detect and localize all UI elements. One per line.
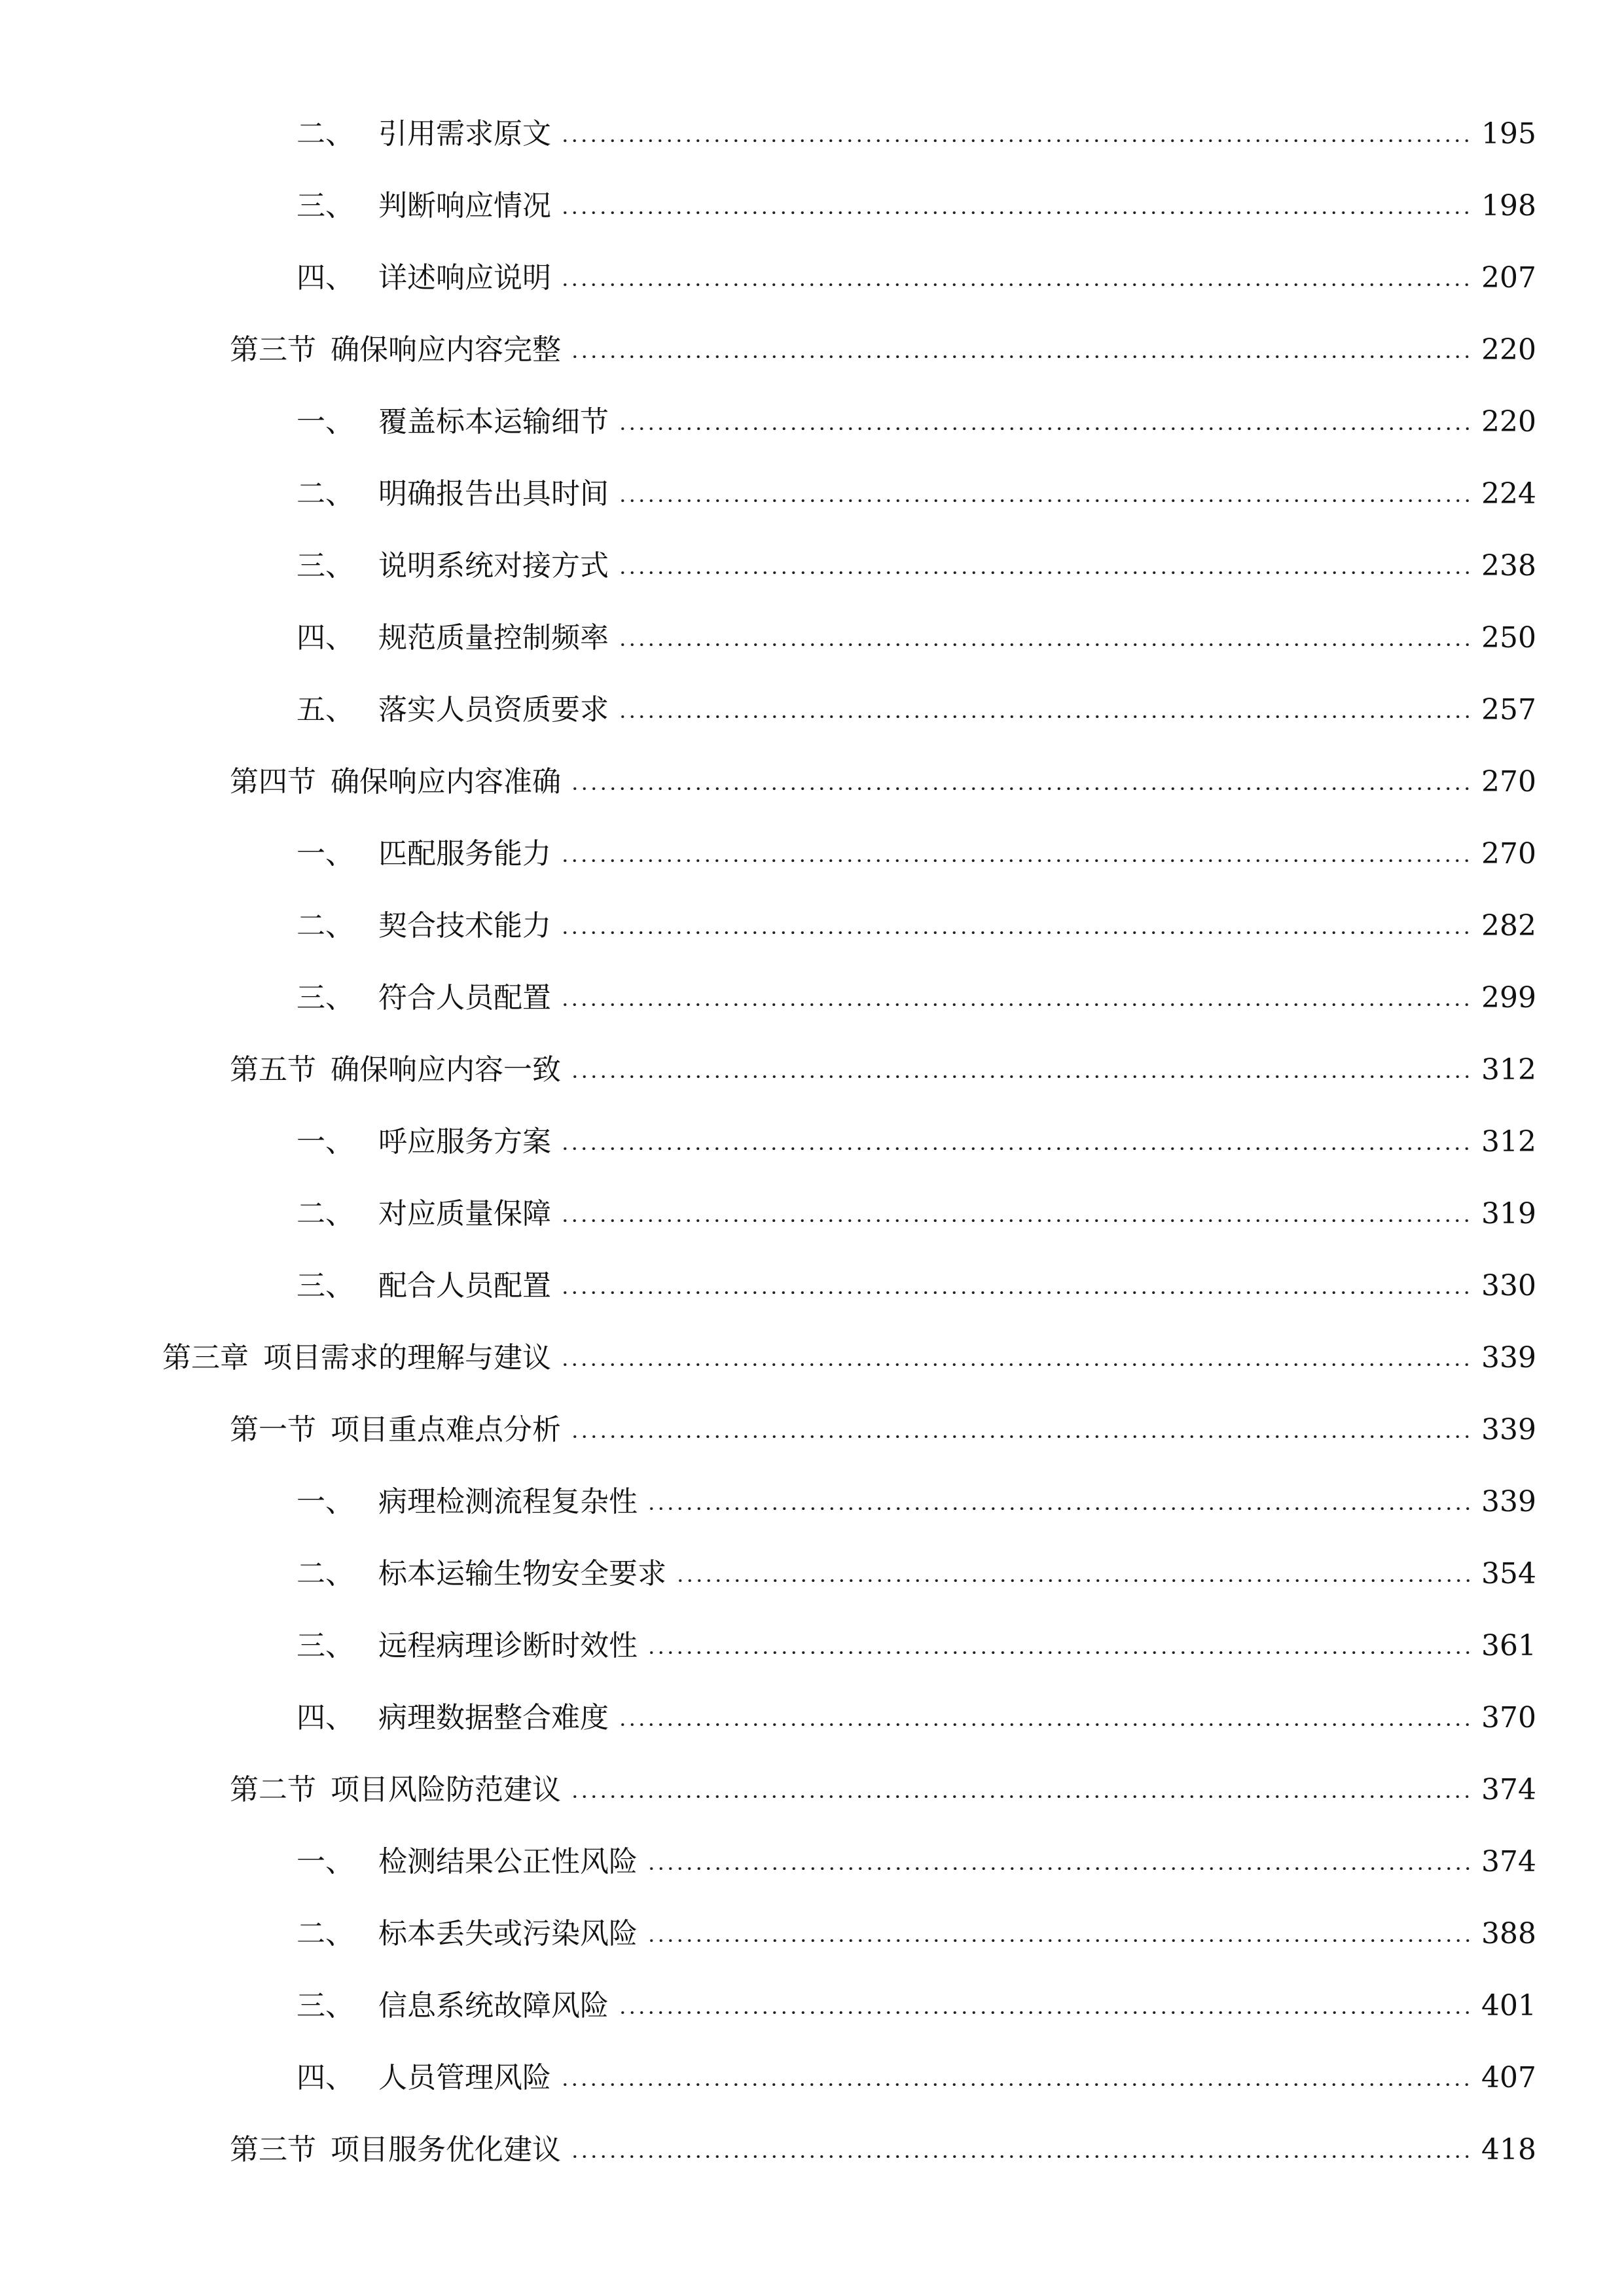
toc-entry-number: 三、 xyxy=(297,1989,354,2022)
toc-page-number: 339 xyxy=(1481,1413,1536,1446)
toc-page-number: 319 xyxy=(1481,1197,1536,1230)
toc-page-number: 257 xyxy=(1481,693,1536,726)
toc-entry-title: 项目重点难点分析 xyxy=(331,1413,561,1446)
toc-entry-label xyxy=(297,1701,609,1734)
toc-page-number: 198 xyxy=(1481,189,1536,223)
toc-entry-title: 明确报告出具时间 xyxy=(378,477,609,511)
toc-page-number: 270 xyxy=(1481,765,1536,798)
toc-entry[interactable] xyxy=(0,818,1624,890)
toc-entry-number: 第四节 xyxy=(230,765,316,798)
toc-entry-title: 契合技术能力 xyxy=(378,909,551,942)
toc-entry-label xyxy=(297,1845,638,1878)
toc-entry-number: 第三节 xyxy=(230,333,316,367)
toc-entry[interactable] xyxy=(0,1754,1624,1826)
toc-entry[interactable] xyxy=(0,1466,1624,1538)
toc-entry-title: 项目需求的理解与建议 xyxy=(263,1341,551,1374)
toc-entry-label xyxy=(297,1557,666,1590)
toc-entry[interactable] xyxy=(0,890,1624,962)
toc-entry-number: 一、 xyxy=(297,405,354,439)
toc-entry[interactable] xyxy=(0,1898,1624,1970)
dot-leader xyxy=(570,1075,1472,1078)
toc-page-number: 207 xyxy=(1481,261,1536,295)
dot-leader xyxy=(647,1939,1472,1942)
toc-entry-label xyxy=(297,477,609,511)
toc-entry-number: 第五节 xyxy=(230,1053,316,1086)
dot-leader xyxy=(560,1363,1472,1366)
toc-entry-label xyxy=(297,1989,609,2022)
toc-entry-title: 判断响应情况 xyxy=(378,189,551,223)
toc-entry-title: 配合人员配置 xyxy=(378,1269,551,1302)
dot-leader xyxy=(560,859,1472,862)
toc-page-number: 195 xyxy=(1481,117,1536,151)
toc-entry-number: 四、 xyxy=(297,261,354,295)
toc-entry-label xyxy=(297,1629,638,1662)
toc-entry-title: 标本丢失或污染风险 xyxy=(378,1917,638,1950)
toc-entry-number: 四、 xyxy=(297,1701,354,1734)
toc-page-number: 282 xyxy=(1481,909,1536,942)
toc-entry-label xyxy=(230,333,561,367)
toc-entry-number: 五、 xyxy=(297,693,354,726)
toc-entry-title: 确保响应内容完整 xyxy=(331,333,561,367)
toc-entry-number: 二、 xyxy=(297,1917,354,1950)
toc-entry-label xyxy=(297,117,551,151)
dot-leader xyxy=(560,1003,1472,1006)
toc-entry-title: 引用需求原文 xyxy=(378,117,551,151)
dot-leader xyxy=(560,211,1472,214)
toc-entry-number: 四、 xyxy=(297,621,354,655)
toc-entry[interactable] xyxy=(0,746,1624,818)
toc-entry[interactable] xyxy=(0,1322,1624,1394)
dot-leader xyxy=(618,571,1472,574)
toc-entry-label xyxy=(297,1269,551,1302)
toc-entry-label xyxy=(297,909,551,942)
toc-entry-label xyxy=(297,261,551,295)
toc-page-number: 339 xyxy=(1481,1341,1536,1374)
toc-entry-label xyxy=(297,1197,551,1230)
dot-leader xyxy=(570,2155,1472,2158)
toc-entry[interactable] xyxy=(0,98,1624,170)
toc-entry-number: 一、 xyxy=(297,1845,354,1878)
dot-leader xyxy=(570,1435,1472,1438)
toc-entry[interactable] xyxy=(0,1826,1624,1898)
dot-leader xyxy=(618,2011,1472,2014)
dot-leader xyxy=(618,715,1472,718)
dot-leader xyxy=(560,1147,1472,1150)
toc-entry-title: 项目服务优化建议 xyxy=(331,2133,561,2166)
toc-entry-title: 落实人员资质要求 xyxy=(378,693,609,726)
toc-entry-label xyxy=(297,693,609,726)
toc-page-number: 270 xyxy=(1481,837,1536,870)
toc-entry-label xyxy=(297,837,551,870)
toc-entry-title: 项目风险防范建议 xyxy=(331,1773,561,1806)
toc-page-number: 388 xyxy=(1481,1917,1536,1950)
toc-page-number: 374 xyxy=(1481,1773,1536,1806)
dot-leader xyxy=(560,2083,1472,2086)
toc-entry-label xyxy=(297,189,551,223)
toc-entry[interactable] xyxy=(0,530,1624,602)
toc-page-number: 407 xyxy=(1481,2061,1536,2094)
toc-page-number: 312 xyxy=(1481,1125,1536,1158)
toc-entry-title: 标本运输生物安全要求 xyxy=(378,1557,666,1590)
toc-entry[interactable] xyxy=(0,1106,1624,1178)
toc-entry-label xyxy=(297,1917,638,1950)
toc-entry-label xyxy=(297,981,551,1014)
toc-entry-label xyxy=(230,765,561,798)
toc-page-number: 224 xyxy=(1481,477,1536,511)
toc-entry-number: 四、 xyxy=(297,2061,354,2094)
dot-leader xyxy=(618,1723,1472,1726)
dot-leader xyxy=(570,1795,1472,1798)
toc-page-number: 220 xyxy=(1481,333,1536,367)
dot-leader xyxy=(570,787,1472,790)
toc-entry-title: 覆盖标本运输细节 xyxy=(378,405,609,439)
toc-entry-number: 三、 xyxy=(297,1629,354,1662)
toc-entry[interactable] xyxy=(0,1682,1624,1754)
dot-leader xyxy=(618,499,1472,502)
dot-leader xyxy=(647,1651,1472,1654)
toc-page-number: 312 xyxy=(1481,1053,1536,1086)
toc-entry[interactable] xyxy=(0,1610,1624,1682)
toc-entry-number: 二、 xyxy=(297,117,354,151)
dot-leader xyxy=(560,283,1472,286)
toc-entry[interactable] xyxy=(0,602,1624,674)
toc-entry-number: 三、 xyxy=(297,981,354,1014)
toc-entry-title: 详述响应说明 xyxy=(378,261,551,295)
toc-entry-title: 确保响应内容准确 xyxy=(331,765,561,798)
toc-entry-number: 二、 xyxy=(297,477,354,511)
toc-entry-title: 确保响应内容一致 xyxy=(331,1053,561,1086)
toc-entry-title: 呼应服务方案 xyxy=(378,1125,551,1158)
toc-page-number: 401 xyxy=(1481,1989,1536,2022)
toc-entry-number: 第三章 xyxy=(162,1341,249,1374)
toc-page-number: 339 xyxy=(1481,1485,1536,1518)
toc-entry[interactable] xyxy=(0,386,1624,458)
dot-leader xyxy=(647,1507,1472,1510)
toc-entry-number: 二、 xyxy=(297,1197,354,1230)
toc-page-number: 330 xyxy=(1481,1269,1536,1302)
toc-entry-label xyxy=(230,1773,561,1806)
toc-page-number: 220 xyxy=(1481,405,1536,439)
toc-entry-number: 第二节 xyxy=(230,1773,316,1806)
toc-entry[interactable] xyxy=(0,1538,1624,1610)
toc-entry-title: 检测结果公正性风险 xyxy=(378,1845,638,1878)
toc-entry-number: 第一节 xyxy=(230,1413,316,1446)
toc-entry-label xyxy=(230,2133,561,2166)
toc-entry-label xyxy=(297,1125,551,1158)
toc-entry-label xyxy=(297,2061,551,2094)
toc-page-number: 374 xyxy=(1481,1845,1536,1878)
toc-entry-number: 三、 xyxy=(297,549,354,583)
toc-entry-title: 规范质量控制频率 xyxy=(378,621,609,655)
toc-entry[interactable] xyxy=(0,1178,1624,1250)
toc-entry-number: 三、 xyxy=(297,1269,354,1302)
dot-leader xyxy=(618,643,1472,646)
toc-entry[interactable] xyxy=(0,458,1624,530)
toc-entry-label xyxy=(297,549,609,583)
dot-leader xyxy=(560,1219,1472,1222)
table-of-contents xyxy=(0,98,1624,2186)
toc-page-number: 370 xyxy=(1481,1701,1536,1734)
toc-entry[interactable] xyxy=(0,1250,1624,1322)
dot-leader xyxy=(570,355,1472,358)
toc-entry[interactable] xyxy=(0,962,1624,1034)
toc-entry-title: 人员管理风险 xyxy=(378,2061,551,2094)
toc-entry-title: 匹配服务能力 xyxy=(378,837,551,870)
toc-entry-label xyxy=(230,1053,561,1086)
toc-entry-title: 病理检测流程复杂性 xyxy=(378,1485,638,1518)
toc-entry-number: 一、 xyxy=(297,1485,354,1518)
toc-page-number: 361 xyxy=(1481,1629,1536,1662)
dot-leader xyxy=(560,931,1472,934)
toc-entry-title: 符合人员配置 xyxy=(378,981,551,1014)
toc-entry-title: 远程病理诊断时效性 xyxy=(378,1629,638,1662)
toc-entry-number: 二、 xyxy=(297,909,354,942)
toc-entry-label xyxy=(297,621,609,655)
toc-page-number: 250 xyxy=(1481,621,1536,655)
toc-entry[interactable] xyxy=(0,2114,1624,2186)
toc-page-number: 238 xyxy=(1481,549,1536,583)
toc-entry-number: 二、 xyxy=(297,1557,354,1590)
toc-entry[interactable] xyxy=(0,1034,1624,1106)
toc-entry-title: 对应质量保障 xyxy=(378,1197,551,1230)
toc-entry[interactable] xyxy=(0,170,1624,242)
toc-entry-label xyxy=(230,1413,561,1446)
toc-entry-number: 一、 xyxy=(297,837,354,870)
toc-entry-title: 病理数据整合难度 xyxy=(378,1701,609,1734)
toc-entry[interactable] xyxy=(0,2042,1624,2114)
dot-leader xyxy=(560,1291,1472,1294)
toc-entry-number: 一、 xyxy=(297,1125,354,1158)
toc-entry-title: 说明系统对接方式 xyxy=(378,549,609,583)
dot-leader xyxy=(647,1867,1472,1870)
toc-page-number: 299 xyxy=(1481,981,1536,1014)
toc-page-number: 354 xyxy=(1481,1557,1536,1590)
toc-entry[interactable] xyxy=(0,314,1624,386)
toc-entry-number: 三、 xyxy=(297,189,354,223)
dot-leader xyxy=(560,139,1472,142)
toc-entry[interactable] xyxy=(0,674,1624,746)
toc-entry[interactable] xyxy=(0,242,1624,314)
toc-page-number: 418 xyxy=(1481,2133,1536,2166)
toc-entry-label xyxy=(297,1485,638,1518)
toc-entry[interactable] xyxy=(0,1394,1624,1466)
toc-entry-label xyxy=(162,1341,551,1374)
dot-leader xyxy=(618,427,1472,430)
toc-entry-number: 第三节 xyxy=(230,2133,316,2166)
toc-entry-label xyxy=(297,405,609,439)
toc-entry-title: 信息系统故障风险 xyxy=(378,1989,609,2022)
dot-leader xyxy=(676,1579,1472,1582)
toc-entry[interactable] xyxy=(0,1970,1624,2042)
